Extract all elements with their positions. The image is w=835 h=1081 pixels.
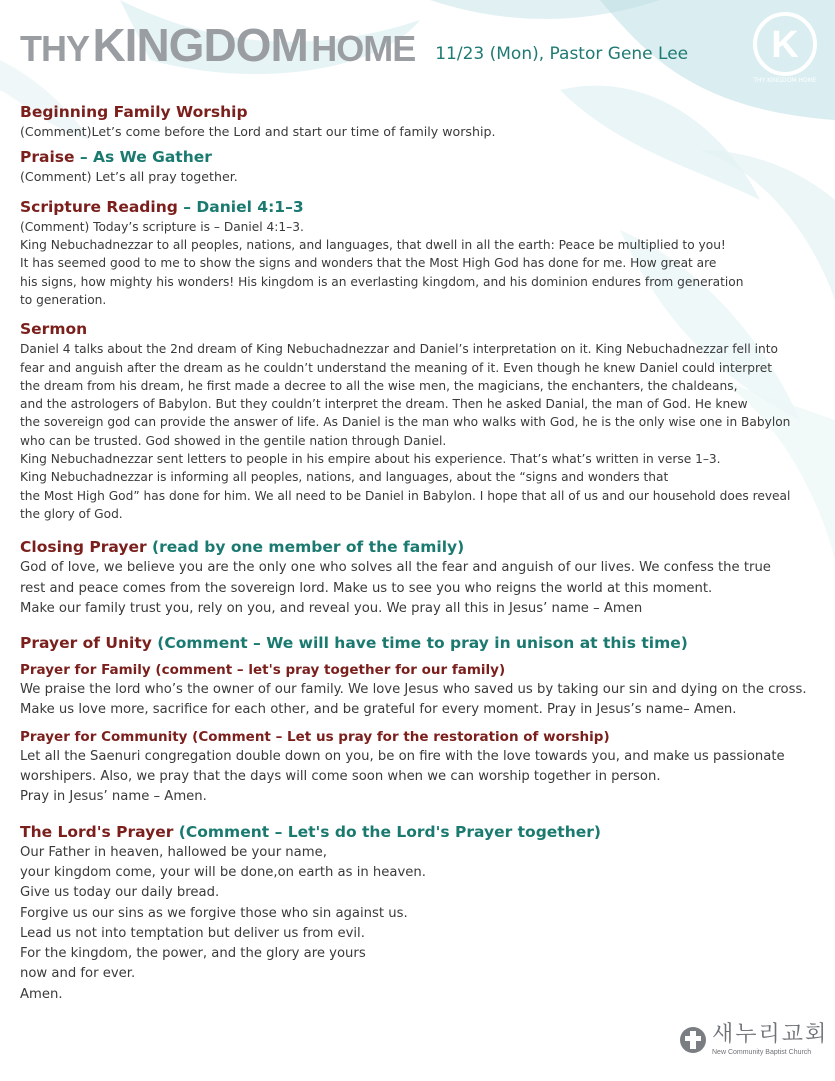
prayer-line: worshipers. Also, we pray that the days will come soon when we can worship together in person. <box>20 769 661 785</box>
prayer-line: your kingdom come, your will be done,on earth as in heaven. <box>20 864 426 880</box>
scripture-line: to generation. <box>20 293 107 307</box>
subsection-heading: Prayer for Community (Comment – Let us pray for the restoration of worship) <box>20 728 610 745</box>
prayer-line: Lead us not into temptation but deliver us from evil. <box>20 925 365 941</box>
section-heading: Scripture Reading – Daniel 4:1–3 <box>20 197 304 216</box>
logo-emblem-icon <box>740 6 830 86</box>
church-name-english: New Community Baptist Church <box>712 1049 812 1056</box>
prayer-line: We praise the lord who’s the owner of our family. We love Jesus who saved us by taking our sin and dying on the cross. <box>20 682 807 698</box>
prayer-line: now and for ever. <box>20 966 136 982</box>
subsection-heading: Prayer for Family (comment – let's pray together for our family) <box>20 662 506 679</box>
sermon-line: Daniel 4 talks about the 2nd dream of King Nebuchadnezzar and Daniel’s interpretation on it. King Nebuchadnezzar fell into <box>20 342 778 357</box>
section-heading: Praise – As We Gather <box>20 148 212 167</box>
section-sermon <box>20 319 832 523</box>
prayer-line: For the kingdom, the power, and the glory are yours <box>20 946 366 962</box>
sermon-line: who can be trusted. God showed in the gentile nation through Daniel. <box>20 433 447 448</box>
date-pastor: 11/23 (Mon), Pastor Gene Lee <box>435 44 689 64</box>
scripture-line: (Comment) Today’s scripture is – Daniel 4:1–3. <box>20 219 304 234</box>
sermon-line: the Most High God” has done for him. We all need to be Daniel in Babylon. I hope that all of us and our household does reveal <box>20 488 791 503</box>
header <box>20 19 689 71</box>
title-kingdom: KINGDOM <box>92 19 308 71</box>
title-thy: THY <box>20 28 89 69</box>
prayer-line: Our Father in heaven, hallowed be your name, <box>20 844 327 860</box>
section-scripture <box>20 197 832 309</box>
section-heading: Closing Prayer (read by one member of the family) <box>20 538 465 557</box>
sermon-line: the sovereign god can provide the answer of life. As Daniel is the man who walks with God, he is the only wise one in Babylon <box>20 415 791 430</box>
scripture-line: King Nebuchadnezzar to all peoples, nations, and languages, that dwell in all the earth: Peace be multiplied to you! <box>20 238 726 253</box>
title-home: HOME <box>311 28 416 69</box>
prayer-line: Amen. <box>20 986 63 1002</box>
section-lords-prayer <box>20 822 832 1005</box>
section-heading: The Lord's Prayer (Comment – Let's do the Lord's Prayer together) <box>20 822 601 841</box>
prayer-line: rest and peace comes from the sovereign lord. Make us to see you who reigns the world at this moment. <box>20 580 713 596</box>
logo-ring-text: THY KINGDOM HOME <box>753 77 817 84</box>
sermon-line: King Nebuchadnezzar sent letters to people in his empire about his experience. That’s what’s written in verse 1–3. <box>20 452 721 467</box>
section-heading: Prayer of Unity (Comment – We will have time to pray in unison at this time) <box>20 634 688 653</box>
section-closing-prayer <box>20 537 832 619</box>
sermon-line: and the astrologers of Babylon. But they couldn’t interpret the dream. Then he asked Danial, the man of God. He knew <box>20 397 748 412</box>
church-name-korean: 새누리교회 <box>712 1022 829 1047</box>
section-heading: Beginning Family Worship <box>20 103 248 121</box>
prayer-line: Give us today our daily bread. <box>20 885 220 901</box>
page-title <box>20 19 416 71</box>
prayer-line: Make us love more, sacrifice for each other, and be grateful for every moment. Pray in Jesus’s name– Amen. <box>20 702 737 718</box>
sermon-line: the glory of God. <box>20 506 123 521</box>
sermon-line: the dream from his dream, he first made a decree to all the wise men, the magicians, the enchanters, the chaldeans, <box>20 378 738 393</box>
sermon-line: fear and anguish after the dream as he couldn’t understand the meaning of it. Even though he knew Daniel could interpret <box>20 360 773 375</box>
prayer-line: Pray in Jesus’ name – Amen. <box>20 789 207 805</box>
thy-kingdom-logo <box>740 6 830 90</box>
prayer-line: Let all the Saenuri congregation double down on you, be on fire with the love towards you, and make us passionate <box>20 748 785 764</box>
church-logo <box>678 1024 828 1056</box>
prayer-line: Forgive us our sins as we forgive those who sin against us. <box>20 905 408 921</box>
section-praise <box>20 147 832 186</box>
section-heading: Sermon <box>20 320 88 339</box>
scripture-line: his signs, how mighty his wonders! His kingdom is an everlasting kingdom, and his dominion endures from generation <box>20 274 744 289</box>
comment-line: (Comment)Let’s come before the Lord and start our time of family worship. <box>20 124 496 139</box>
prayer-line: God of love, we believe you are the only one who solves all the fear and anguish of our lives. We confess the true <box>20 560 771 576</box>
worship-guide <box>20 102 832 1005</box>
logo-letter: K <box>771 24 799 66</box>
sermon-line: King Nebuchadnezzar is informing all peoples, nations, and languages, about the “signs and wonders that <box>20 470 669 485</box>
church-emblem-icon <box>678 1025 708 1055</box>
scripture-line: It has seemed good to me to show the signs and wonders that the Most High God has done for me. How great are <box>20 256 717 271</box>
section-prayer-of-unity <box>20 633 832 807</box>
prayer-line: Make our family trust you, rely on you, and reveal you. We pray all this in Jesus’ name – Amen <box>20 600 643 616</box>
comment-line: (Comment) Let’s all pray together. <box>20 169 238 185</box>
section-beginning <box>20 102 832 141</box>
